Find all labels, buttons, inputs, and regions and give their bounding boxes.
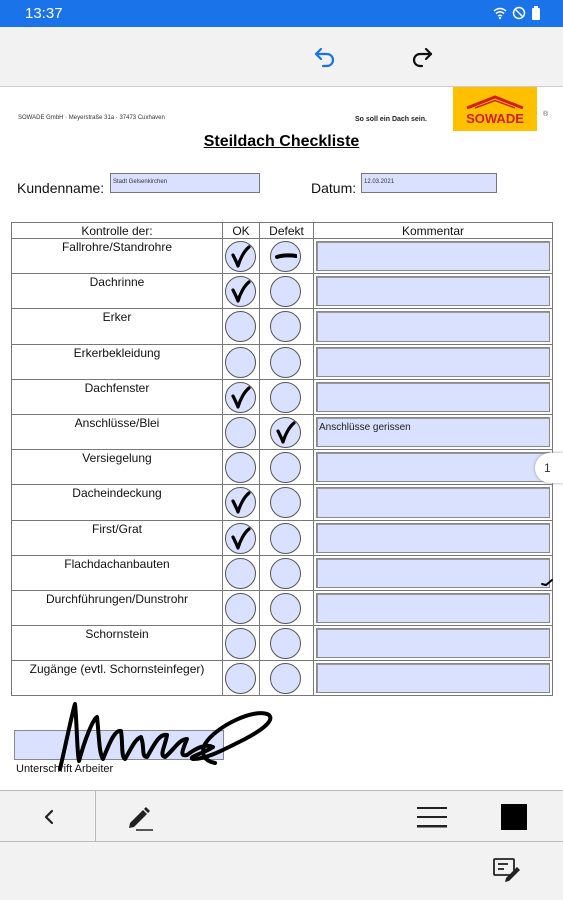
comment-field[interactable]	[316, 241, 550, 271]
date-label: Datum:	[311, 180, 357, 196]
table-row	[12, 344, 553, 379]
defekt-cell	[260, 555, 314, 590]
battery-icon	[531, 6, 541, 20]
defekt-checkbox[interactable]	[270, 487, 301, 518]
comment-field[interactable]	[316, 452, 550, 482]
defekt-cell	[260, 661, 314, 696]
comment-cell	[314, 520, 553, 555]
comment-cell	[314, 555, 553, 590]
roof-icon	[465, 95, 525, 109]
defekt-check-icon	[275, 421, 297, 445]
comment-field[interactable]	[316, 628, 550, 658]
comment-cell	[314, 450, 553, 485]
comment-field[interactable]	[316, 347, 550, 377]
defekt-cell	[260, 274, 314, 309]
defekt-checkbox[interactable]	[270, 241, 301, 272]
row-label: Flachdachanbauten	[12, 555, 223, 590]
footer-bar	[0, 842, 563, 900]
status-icons	[493, 6, 541, 20]
row-label: Erker	[12, 309, 223, 344]
customer-field[interactable]: Stadt Gelsenkirchen	[110, 173, 260, 193]
defekt-cell	[260, 309, 314, 344]
ok-checkbox[interactable]	[225, 487, 256, 518]
comment-cell	[314, 309, 553, 344]
comment-field[interactable]	[316, 276, 550, 306]
page-indicator[interactable]: 1	[535, 453, 563, 483]
ok-cell	[223, 520, 260, 555]
ok-checkbox[interactable]	[225, 628, 256, 659]
comment-cell	[314, 485, 553, 520]
undo-icon	[312, 44, 338, 70]
pen-mark-icon	[540, 577, 554, 587]
row-label: Fallrohre/Standrohre	[12, 239, 223, 274]
ok-checkbox[interactable]	[225, 593, 256, 624]
pen-tool-button[interactable]	[122, 801, 156, 833]
comment-cell	[314, 239, 553, 274]
col-kommentar: Kommentar	[314, 223, 553, 239]
defekt-checkbox[interactable]	[270, 347, 301, 378]
ok-check-icon	[230, 491, 252, 515]
sowade-logo	[453, 87, 537, 131]
table-header	[12, 223, 553, 239]
table-row	[12, 450, 553, 485]
row-label: Zugänge (evtl. Schornsteinfeger)	[12, 661, 223, 696]
comment-field[interactable]	[316, 593, 550, 623]
chevron-left-icon	[42, 808, 56, 826]
toolbar-divider	[95, 791, 96, 843]
table-row	[12, 555, 553, 590]
row-label: Versiegelung	[12, 450, 223, 485]
ok-cell	[223, 450, 260, 485]
document-page[interactable]	[0, 87, 563, 790]
defekt-cell	[260, 520, 314, 555]
col-ok: OK	[223, 223, 260, 239]
document-title: Steildach Checkliste	[203, 133, 360, 150]
ok-check-icon	[230, 280, 252, 304]
ok-cell	[223, 309, 260, 344]
ok-cell	[223, 239, 260, 274]
ok-cell	[223, 379, 260, 414]
signature-label: Unterschrift Arbeiter	[16, 763, 114, 775]
col-kontrolle: Kontrolle der:	[12, 223, 223, 239]
ok-cell	[223, 344, 260, 379]
comment-field[interactable]: Anschlüsse gerissen	[316, 417, 550, 447]
line-width-button[interactable]	[415, 801, 449, 833]
defekt-checkbox[interactable]	[270, 382, 301, 413]
top-toolbar	[0, 27, 563, 87]
row-label: Anschlüsse/Blei	[12, 414, 223, 449]
checklist-table	[11, 222, 553, 696]
ok-checkbox[interactable]	[225, 452, 256, 483]
table-row	[12, 274, 553, 309]
table-row	[12, 485, 553, 520]
comment-field[interactable]	[316, 523, 550, 553]
comment-field[interactable]	[316, 311, 550, 341]
edit-note-icon	[492, 856, 522, 884]
wifi-icon	[493, 6, 507, 20]
table-row	[12, 520, 553, 555]
comment-cell	[314, 626, 553, 661]
defekt-cell	[260, 414, 314, 449]
registered-mark: ®	[543, 111, 549, 118]
comment-cell	[314, 344, 553, 379]
ok-checkbox[interactable]	[225, 241, 256, 272]
status-bar	[0, 0, 563, 27]
comment-cell	[314, 379, 553, 414]
comment-cell	[314, 661, 553, 696]
comment-cell	[314, 590, 553, 625]
ok-cell	[223, 414, 260, 449]
ok-cell	[223, 661, 260, 696]
ok-checkbox[interactable]	[225, 663, 256, 694]
defekt-checkbox[interactable]	[270, 593, 301, 624]
comment-field[interactable]	[316, 663, 550, 693]
ok-check-icon	[230, 245, 252, 269]
table-row	[12, 414, 553, 449]
ok-checkbox[interactable]	[225, 347, 256, 378]
defekt-cell	[260, 590, 314, 625]
dnd-icon	[512, 6, 526, 20]
defekt-cell	[260, 379, 314, 414]
customer-label: Kundenname:	[17, 180, 105, 196]
color-swatch-icon	[500, 803, 528, 831]
annotation-toolbar	[0, 790, 563, 842]
defekt-cell	[260, 239, 314, 274]
defekt-checkbox[interactable]	[270, 417, 301, 448]
col-defekt: Defekt	[260, 223, 314, 239]
undo-button[interactable]	[309, 41, 341, 73]
comment-field[interactable]	[316, 487, 550, 517]
ok-cell	[223, 485, 260, 520]
status-time: 13:37	[25, 5, 63, 22]
ok-cell	[223, 626, 260, 661]
table-row	[12, 309, 553, 344]
defekt-checkbox[interactable]	[270, 276, 301, 307]
table-row	[12, 626, 553, 661]
ok-checkbox[interactable]	[225, 276, 256, 307]
company-address: SOWADE GmbH · Meyerstraße 31a · 37473 Cuxhaven	[18, 115, 165, 121]
comment-field[interactable]	[316, 558, 550, 588]
row-label: Schornstein	[12, 626, 223, 661]
ok-check-icon	[230, 386, 252, 410]
redo-icon	[409, 44, 435, 70]
defekt-checkbox[interactable]	[270, 663, 301, 694]
defekt-cell	[260, 626, 314, 661]
ok-check-icon	[230, 527, 252, 551]
row-label: Durchführungen/Dunstrohr	[12, 590, 223, 625]
ok-checkbox[interactable]	[225, 382, 256, 413]
pencil-icon	[124, 802, 154, 832]
table-row	[12, 590, 553, 625]
ok-checkbox[interactable]	[225, 558, 256, 589]
defekt-cell	[260, 450, 314, 485]
slogan: So soll ein Dach sein.	[355, 116, 427, 123]
back-button[interactable]	[32, 801, 66, 833]
comment-cell	[314, 414, 553, 449]
line-weight-icon	[416, 804, 448, 830]
row-label: Dacheindeckung	[12, 485, 223, 520]
table-row	[12, 379, 553, 414]
defekt-checkbox[interactable]	[270, 628, 301, 659]
color-picker-button[interactable]	[497, 801, 531, 833]
logo-text: SOWADE	[466, 111, 524, 126]
row-label: Dachrinne	[12, 274, 223, 309]
comment-field[interactable]	[316, 382, 550, 412]
ok-checkbox[interactable]	[225, 523, 256, 554]
comment-cell	[314, 274, 553, 309]
defekt-cell	[260, 485, 314, 520]
ok-checkbox[interactable]	[225, 417, 256, 448]
ok-checkbox[interactable]	[225, 311, 256, 342]
edit-document-button[interactable]	[490, 854, 524, 886]
table-row	[12, 239, 553, 274]
defekt-checkbox[interactable]	[270, 311, 301, 342]
date-field[interactable]: 12.03.2021	[361, 173, 497, 193]
row-label: Dachfenster	[12, 379, 223, 414]
ok-cell	[223, 555, 260, 590]
redo-button[interactable]	[406, 41, 438, 73]
defekt-checkbox[interactable]	[270, 452, 301, 483]
row-label: First/Grat	[12, 520, 223, 555]
row-label: Erkerbekleidung	[12, 344, 223, 379]
ok-cell	[223, 274, 260, 309]
ok-cell	[223, 590, 260, 625]
table-row	[12, 661, 553, 696]
defekt-checkbox[interactable]	[270, 523, 301, 554]
defekt-cell	[260, 344, 314, 379]
defekt-dash-icon	[275, 245, 297, 269]
defekt-checkbox[interactable]	[270, 558, 301, 589]
